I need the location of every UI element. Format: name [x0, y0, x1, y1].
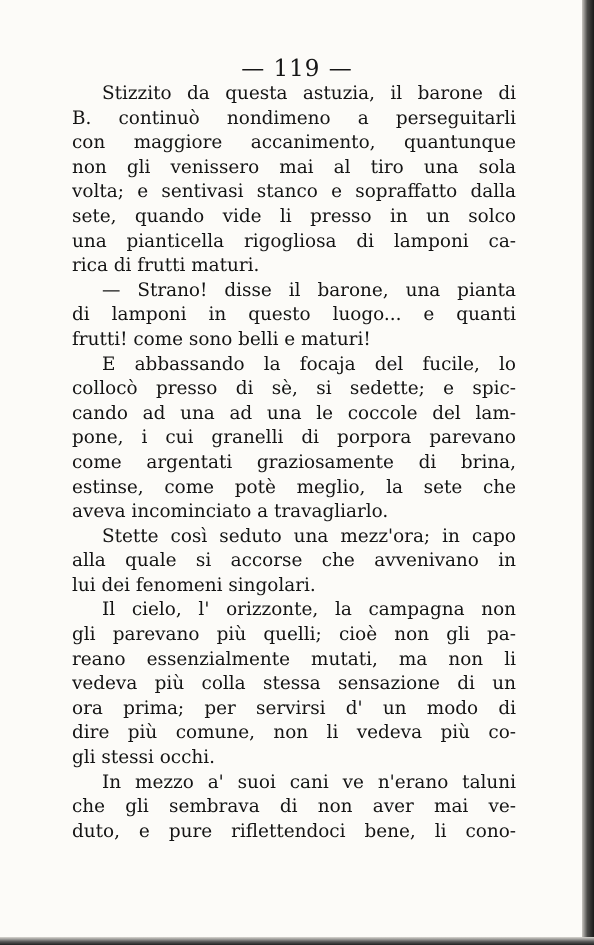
text-line: ora prima; per servirsi d' un modo di: [72, 697, 516, 719]
text-line: una pianticella rigogliosa di lamponi ca-: [72, 230, 516, 252]
text-line: gli stessi occhi.: [72, 747, 215, 769]
scan-edge-right: [582, 0, 594, 945]
text-line: — Strano! disse il barone, una pianta: [102, 279, 516, 301]
text-line: gli parevano più quelli; cioè non gli pa-: [72, 624, 516, 646]
text-line: frutti! come sono belli e maturi!: [72, 328, 371, 350]
page-number: — 119 —: [241, 56, 353, 82]
text-line: sete, quando vide li presso in un solco: [72, 205, 516, 227]
text-line: reano essenzialmente mutati, ma non li: [72, 648, 516, 670]
text-line: con maggiore accanimento, quantunque: [72, 132, 516, 154]
text-line: lui dei fenomeni singolari.: [72, 574, 316, 596]
text-line: aveva incominciato a travagliarlo.: [72, 501, 389, 523]
text-line: duto, e pure riflettendoci bene, li cono-: [72, 820, 516, 842]
text-line: B. continuò nondimeno a perseguitarli: [72, 107, 516, 129]
text-line: alla quale si accorse che avvenivano in: [72, 550, 516, 572]
text-line: volta; e sentivasi stanco e sopraffatto dalla: [72, 181, 516, 203]
scan-edge-bottom: [0, 937, 594, 945]
text-line: Stizzito da questa astuzia, il barone di: [102, 83, 516, 104]
text-line: rica di frutti maturi.: [72, 255, 260, 277]
text-line: cando ad una ad una le coccole del lam-: [72, 402, 516, 424]
text-line: di lamponi in questo luogo... e quanti: [72, 304, 516, 326]
text-line: Stette così seduto una mezz'ora; in capo: [102, 525, 516, 547]
text-line: che gli sembrava di non aver mai ve-: [72, 796, 516, 818]
text-line: estinse, come potè meglio, la sete che: [72, 476, 516, 498]
text-line: come argentati graziosamente di brina,: [72, 451, 516, 473]
text-line: collocò presso di sè, si sedette; e spic-: [72, 378, 516, 400]
text-line: pone, i cui granelli di porpora parevano: [72, 427, 516, 449]
body-text: [72, 82, 516, 844]
text-line: Il cielo, l' orizzonte, la campagna non: [102, 599, 516, 621]
text-line: dire più comune, non li vedeva più co-: [72, 722, 516, 744]
text-line: E abbassando la focaja del fucile, lo: [102, 353, 516, 375]
text-line: non gli venissero mai al tiro una sola: [72, 156, 516, 178]
text-line: vedeva più colla stessa sensazione di un: [72, 673, 516, 695]
text-line: In mezzo a' suoi cani ve n'erano taluni: [102, 771, 516, 793]
